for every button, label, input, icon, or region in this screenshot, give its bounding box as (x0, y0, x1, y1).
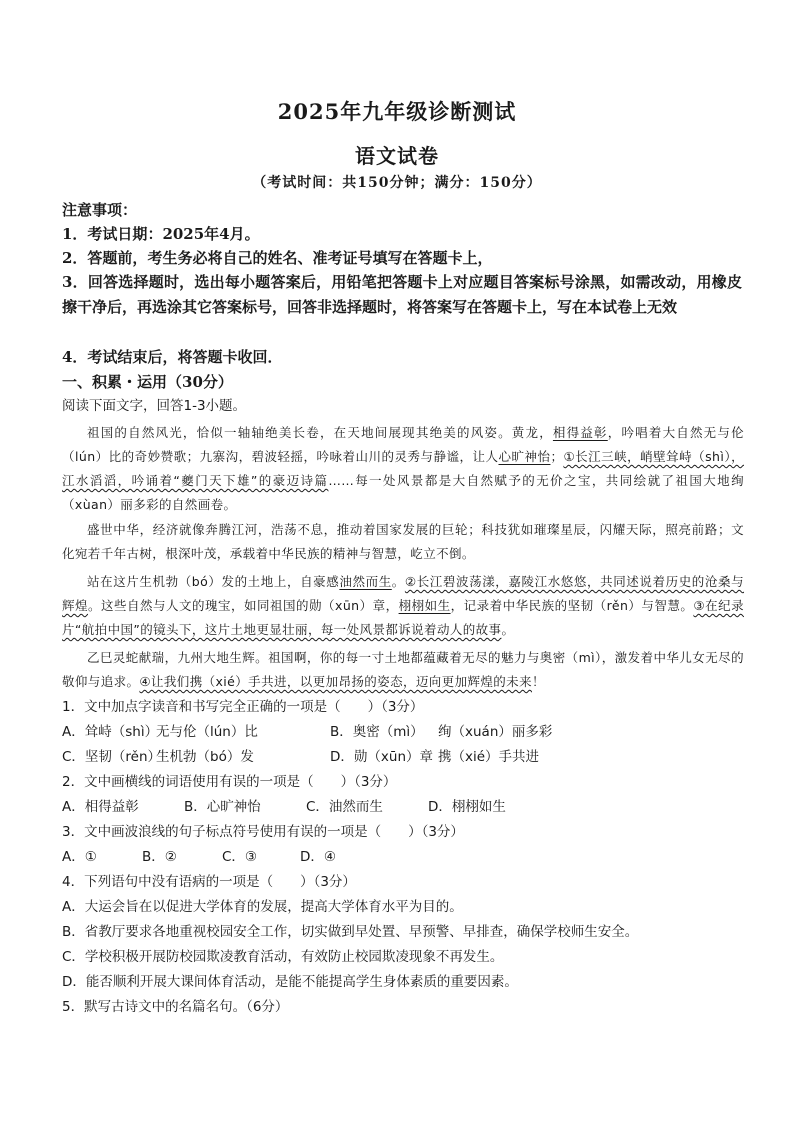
option-b: B．② (142, 849, 177, 865)
question-4-option-c: C．学校积极开展防校园欺凌教育活动，有效防止校园欺凌现象不再发生。 (62, 949, 504, 965)
option-b: B．奥密（mì） (330, 724, 424, 740)
passage-text: 。这些自然与人文的瑰宝，如同祖国的勋（xūn）章， (88, 598, 399, 613)
underlined-phrase: 油然而生 (339, 574, 392, 589)
passage-paragraph-2: 盛世中华，经济就像奔腾江河，浩荡不息，推动着国家发展的巨轮；科技犹如璀璨星辰，闪耀天际，照亮前路；文化宛若千年古树，根深叶茂，承载着中华民族的精神与智慧，屹立不倒。 (62, 522, 744, 561)
wavy-underlined-sentence: ①长江三峡，峭壁耸峙（shì），江水滔滔，吟诵着“夔门天下雄”的豪迈诗篇 (62, 449, 744, 488)
option-d-word: 携（xié）手共进 (438, 749, 540, 765)
question-4-option-b: B．省教厅要求各地重视校园安全工作，切实做到早处置、早预警、早排查，确保学校师生安全。 (62, 924, 639, 940)
underlined-phrase: 栩栩如生 (398, 598, 451, 613)
option-c: C．坚韧（rěn） (62, 749, 162, 765)
notes-heading: 注意事项： (62, 201, 138, 219)
question-1-options-row-1 (62, 722, 742, 742)
wavy-underlined-sentence: ②长江碧波荡漾，嘉陵江水悠悠，共同述说着历史的沧桑与辉煌 (62, 574, 745, 613)
passage-text: ……每一处风景都是大自然赋予的无价之宝，共同绘就了祖国大地绚（xùan）丽多彩的自然画卷。 (62, 473, 744, 512)
question-4-stem: 4．下列语句中没有语病的一项是（ ）（3分） (62, 874, 356, 890)
passage-text: 乙巳灵蛇献瑞，九州大地生辉。祖国啊，你的每一寸土地都蕴藏着无尽的魅力与奥密（mì），激发着中华儿女无尽的敬仰与追求。 (62, 650, 744, 689)
question-5-stem: 5．默写古诗文中的名篇名句。（6分） (62, 999, 289, 1015)
passage-paragraph-3 (62, 570, 744, 642)
question-1-stem: 1．文中加点字读音和书写完全正确的一项是（ ）（3分） (62, 699, 424, 715)
underlined-phrase: 相得益彰 (552, 425, 608, 440)
subject-title: 语文试卷 (355, 144, 439, 168)
passage-paragraph-1 (62, 421, 744, 517)
question-1-options-row-2 (62, 747, 742, 767)
wavy-underlined-sentence: ③在纪录片“航拍中国”的镜头下，这片土地更显壮丽，每一处风景都诉说着动人的故事 (62, 598, 744, 637)
passage-text: 祖国的自然风光，恰似一轴轴绝美长卷，在天地间展现其绝美的风姿。黄龙， (87, 425, 553, 440)
passage-text: ，记录着中华民族的坚韧（rěn）与智慧。 (450, 598, 694, 613)
passage-text: ！ (531, 674, 545, 689)
option-c-word: 生机勃（bó）发 (156, 749, 254, 765)
passage-paragraph-4 (62, 646, 744, 694)
passage-text: ，吟唱着大自然无与伦（lún）比的奇妙赞歌；九寨沟，碧波轻摇，吟咏着山川的灵秀与静谧，让人 (62, 425, 744, 464)
question-4-option-a: A．大运会旨在以促进大学体育的发展，提高大学体育水平为目的。 (62, 899, 463, 915)
question-3-options (62, 847, 742, 867)
note-item-3: 3．回答选择题时，选出每小题答案后，用铅笔把答题卡上对应题目答案标号涂黑，如需改动，用橡皮擦干净后，再选涂其它答案标号，回答非选择题时，将答案写在答题卡上，写在本试卷上无效 (62, 273, 742, 316)
option-d: D．栩栩如生 (428, 799, 506, 815)
exam-title: 2025年九年级诊断测试 (277, 99, 517, 124)
note-item-1: 1．考试日期：2025年4月。 (62, 225, 260, 243)
passage-text: 。 (391, 574, 405, 589)
question-4-option-d: D．能否顺利开展大课间体育活动，是能不能提高学生身体素质的重要因素。 (62, 974, 518, 990)
section-intro: 阅读下面文字，回答1-3小题。 (62, 398, 247, 414)
note-item-4: 4．考试结束后，将答题卡收回． (62, 348, 283, 366)
question-2-options (62, 797, 742, 817)
exam-info: （考试时间：共150分钟；满分：150分） (252, 175, 542, 191)
option-d: D．④ (300, 849, 336, 865)
option-b-word: 绚（xuán）丽多彩 (438, 724, 553, 740)
option-a: A．相得益彰 (62, 799, 139, 815)
underlined-phrase: 心旷神怡 (498, 449, 551, 464)
option-a: A．① (62, 849, 97, 865)
passage-text: 站在这片生机勃（bó）发的土地上，自豪感 (87, 574, 340, 589)
option-d: D．勋（xūn）章 (330, 749, 433, 765)
option-a-word: 无与伦（lún）比 (156, 724, 258, 740)
option-a: A．耸峙（shì） (62, 724, 159, 740)
question-3-stem: 3．文中画波浪线的句子标点符号使用有误的一项是（ ）（3分） (62, 824, 464, 840)
question-2-stem: 2．文中画横线的词语使用有误的一项是（ ）（3分） (62, 774, 397, 790)
section-heading: 一、积累・运用（30分） (62, 373, 233, 391)
passage-text: ； (550, 449, 564, 464)
option-c: C．③ (222, 849, 258, 865)
passage-text: 。 (501, 622, 515, 637)
option-c: C．油然而生 (306, 799, 383, 815)
note-item-2: 2．答题前，考生务必将自己的姓名、准考证号填写在答题卡上， (62, 249, 493, 267)
wavy-underlined-sentence: ④让我们携（xié）手共进，以更加昂扬的姿态，迈向更加辉煌的未来 (139, 674, 532, 689)
option-b: B．心旷神怡 (184, 799, 261, 815)
